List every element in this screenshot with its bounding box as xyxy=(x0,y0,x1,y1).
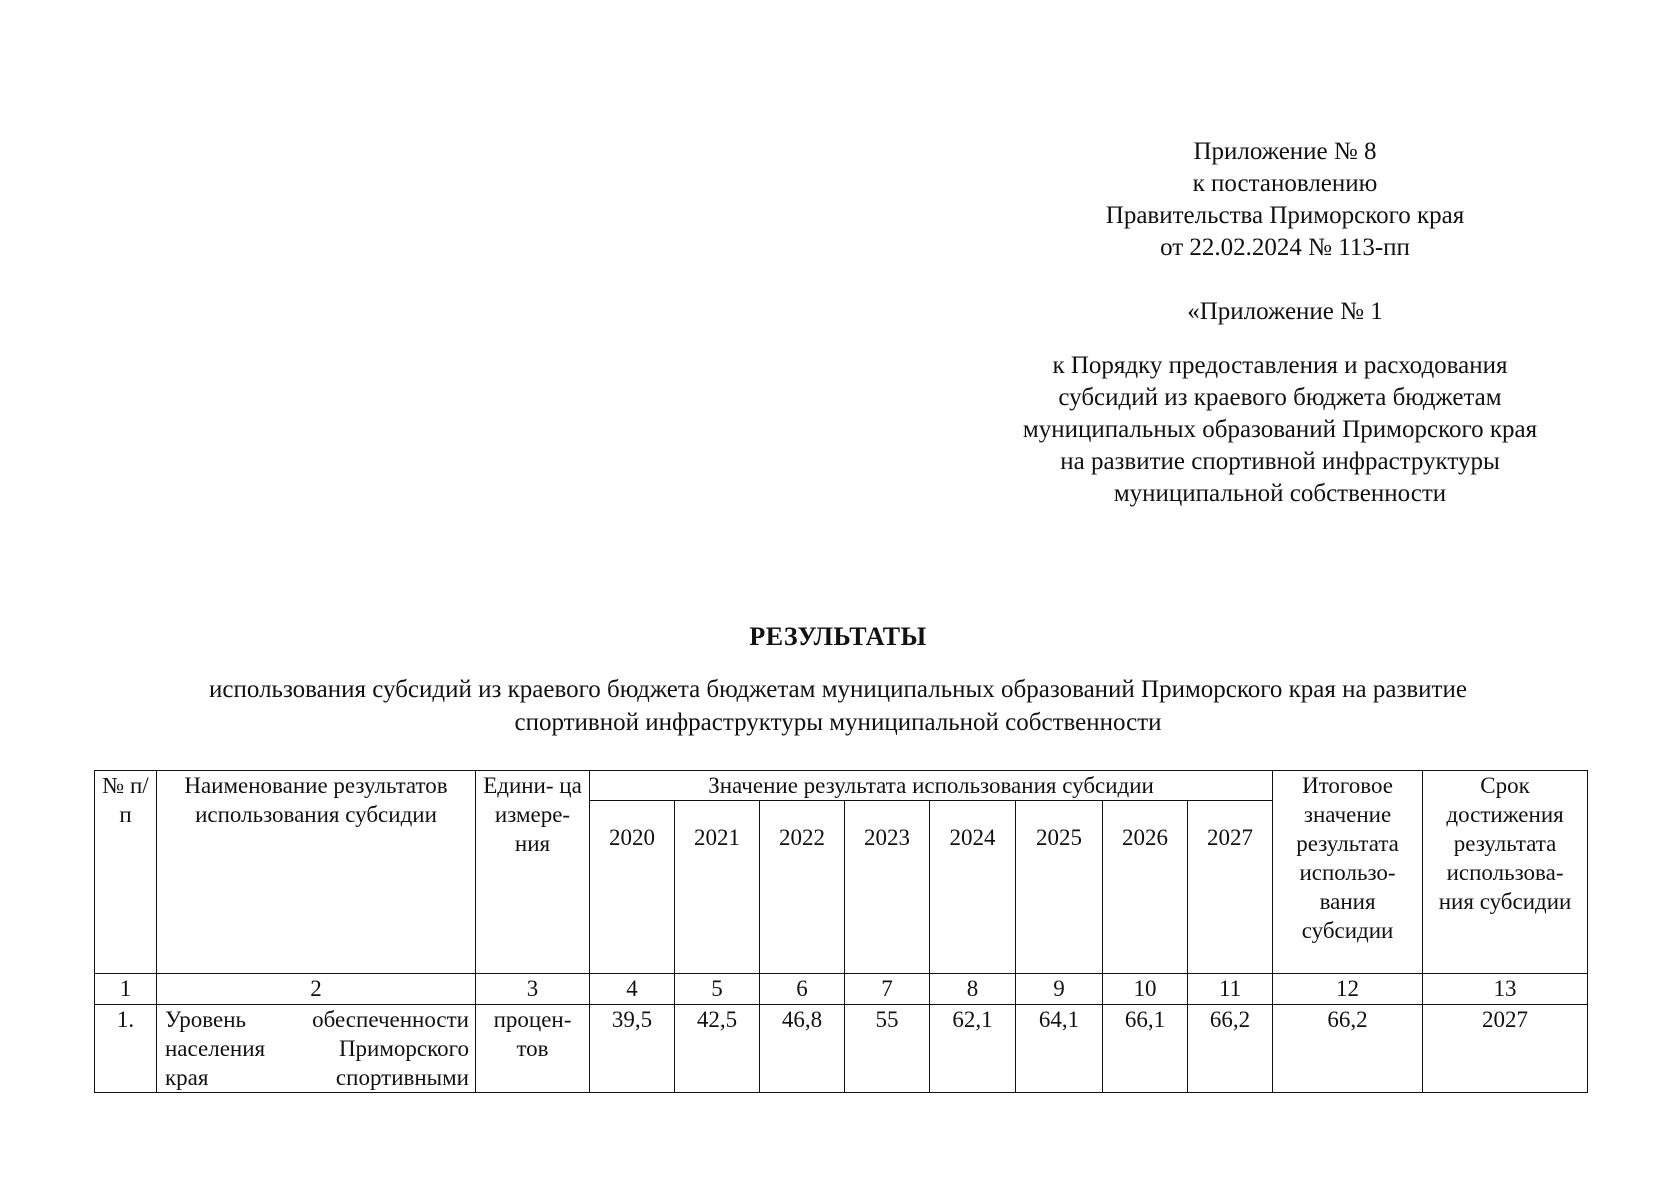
header-unit: Едини- ца измере- ния xyxy=(476,771,590,974)
row-name-line: населения Приморского xyxy=(165,1036,469,1061)
header-year: 2022 xyxy=(760,801,845,974)
row-name-line: Уровень обеспеченности xyxy=(165,1007,469,1032)
subtitle-line: спортивной инфраструктуры муниципальной собственности xyxy=(514,709,1162,736)
header-deadline: Срок достижения результата использова- ния субсидии xyxy=(1423,771,1588,974)
column-number: 6 xyxy=(760,974,845,1005)
row-value-2027: 66,2 xyxy=(1188,1005,1273,1093)
row-name-line: края спортивными xyxy=(165,1065,469,1090)
subtitle-line: использования субсидий из краевого бюджета бюджетам муниципальных образований Приморского края на развитие xyxy=(209,676,1467,703)
results-table xyxy=(94,770,1588,1093)
column-number: 9 xyxy=(1016,974,1103,1005)
header-name: Наименование результатов использования субсидии xyxy=(157,771,476,974)
column-number: 13 xyxy=(1423,974,1588,1005)
header-total: Итоговое значение результата использо- вания субсидии xyxy=(1273,771,1423,974)
document-subtitle xyxy=(100,673,1576,739)
row-value-2021: 42,5 xyxy=(675,1005,760,1093)
column-number: 5 xyxy=(675,974,760,1005)
header-year: 2026 xyxy=(1103,801,1188,974)
appendix-quote-text: «Приложение № 1 xyxy=(1187,298,1383,325)
row-value-2023: 55 xyxy=(845,1005,930,1093)
appendix-order-line: к Порядку предоставления и расходования xyxy=(1052,352,1508,379)
column-number: 1 xyxy=(95,974,157,1005)
header-year: 2027 xyxy=(1188,801,1273,974)
row-deadline: 2027 xyxy=(1423,1005,1588,1093)
column-number: 2 xyxy=(157,974,476,1005)
row-name xyxy=(157,1005,476,1093)
row-value-2026: 66,1 xyxy=(1103,1005,1188,1093)
column-number: 3 xyxy=(476,974,590,1005)
appendix-order-line: муниципальной собственности xyxy=(1113,480,1447,507)
appendix-quote xyxy=(1005,296,1565,328)
appendix-number: Приложение № 8 xyxy=(1193,138,1377,165)
appendix-to-resolution: к постановлению xyxy=(1192,170,1378,197)
appendix-date: от 22.02.2024 № 113-пп xyxy=(1160,234,1410,261)
column-number: 10 xyxy=(1103,974,1188,1005)
table-row xyxy=(95,1005,1588,1093)
header-year: 2023 xyxy=(845,801,930,974)
appendix-order-line: на развитие спортивной инфраструктуры xyxy=(1060,448,1500,475)
header-year: 2021 xyxy=(675,801,760,974)
row-value-2020: 39,5 xyxy=(590,1005,675,1093)
appendix-order xyxy=(960,350,1600,510)
header-year: 2020 xyxy=(590,801,675,974)
row-value-2025: 64,1 xyxy=(1016,1005,1103,1093)
header-year: 2024 xyxy=(930,801,1016,974)
header-num: № п/п xyxy=(95,771,157,974)
appendix-order-line: субсидий из краевого бюджета бюджетам xyxy=(1058,384,1502,411)
document-title: РЕЗУЛЬТАТЫ xyxy=(749,622,927,651)
row-unit: процен- тов xyxy=(476,1005,590,1093)
row-value-2022: 46,8 xyxy=(760,1005,845,1093)
header-year: 2025 xyxy=(1016,801,1103,974)
appendix-header xyxy=(1005,136,1565,264)
row-value-2024: 62,1 xyxy=(930,1005,1016,1093)
column-number: 8 xyxy=(930,974,1016,1005)
column-number: 4 xyxy=(590,974,675,1005)
column-number: 7 xyxy=(845,974,930,1005)
row-total: 66,2 xyxy=(1273,1005,1423,1093)
column-number: 11 xyxy=(1188,974,1273,1005)
column-number-row xyxy=(95,974,1588,1005)
column-number: 12 xyxy=(1273,974,1423,1005)
appendix-government: Правительства Приморского края xyxy=(1105,202,1465,229)
row-num: 1. xyxy=(95,1005,157,1093)
header-values-group: Значение результата использования субсидии xyxy=(590,771,1273,801)
appendix-order-line: муниципальных образований Приморского края xyxy=(1022,416,1538,443)
header-row xyxy=(95,771,1588,801)
